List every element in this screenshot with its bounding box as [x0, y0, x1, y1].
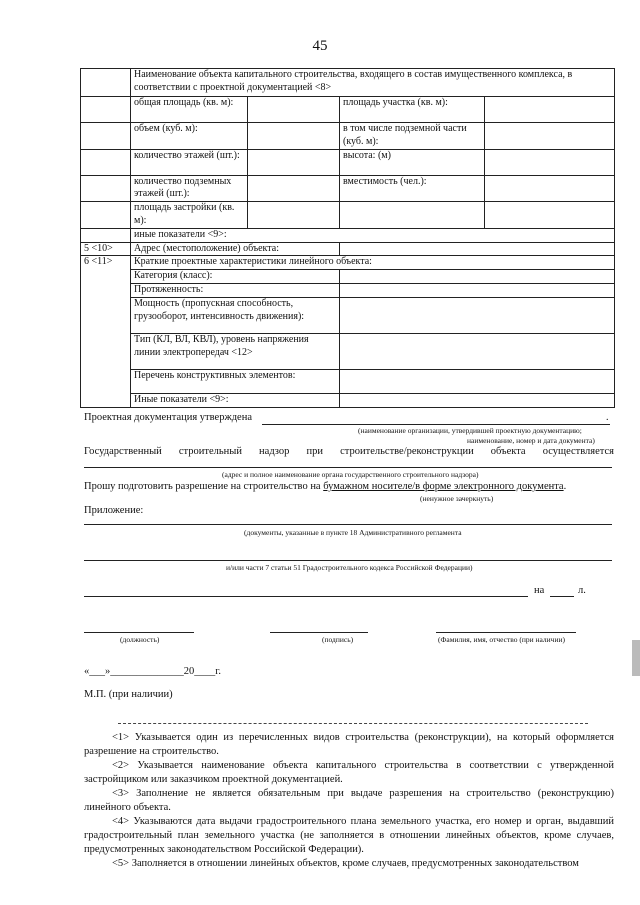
on-label: на [534, 585, 545, 596]
other-indicators-label: иные показатели <9>: [131, 228, 615, 242]
footnote-separator [118, 723, 588, 724]
linear-object-heading: Краткие проектные характеристики линейного объекта: [131, 256, 615, 270]
total-area-label: общая площадь (кв. м): [131, 97, 248, 123]
position-hint: (должность) [120, 635, 160, 644]
build-area-label: площадь застройки (кв. м): [131, 202, 248, 229]
sheets-field[interactable] [550, 596, 574, 597]
approved-field[interactable] [262, 424, 610, 425]
attachment-field-1[interactable] [84, 524, 612, 525]
power-label: Мощность (пропускная способность, грузооборот, интенсивность движения): [131, 297, 340, 333]
stamp-label: М.П. (при наличии) [84, 689, 173, 700]
elements-label: Перечень конструктивных элементов: [131, 369, 340, 393]
sheets-label: л. [578, 585, 586, 596]
format-option[interactable]: бумажном носителе/в форме электронного документа [323, 481, 564, 492]
attachment-label: Приложение: [84, 505, 144, 516]
name-field[interactable] [436, 632, 576, 633]
row-5-number: 5 <10> [81, 242, 131, 256]
footnote-5: <5> Заполняется в отношении линейных объектов, кроме случаев, предусмотренных законодательством [112, 858, 579, 869]
docs-hint: (документы, указанные в пункте 18 Административного регламента [244, 528, 462, 537]
footnote-2: <2> Указывается наименование объекта капитального строительства в соответствии с утвержденной застройщиком или заказчиком проектной документацией. [84, 760, 614, 785]
signature-hint: (подпись) [322, 635, 354, 644]
supervision-field[interactable] [84, 467, 612, 468]
attachment-field-3[interactable] [84, 596, 528, 597]
approved-hint-1: (наименование организации, утвердившей проектную документацию; [358, 426, 582, 435]
attachment-field-2[interactable] [84, 560, 612, 561]
footnote-4: <4> Указываются дата выдачи градостроительного плана земельного участка, его номер и орган, выдавший градостроительный план земельного участка (не заполняется в отношении линейных объектов, кроме случаев, предусмотренных законодательством Российской Федерации). [84, 816, 614, 855]
height-label: высота: (м) [340, 149, 485, 175]
floors-label: количество этажей (шт.): [131, 149, 248, 175]
object-heading: Наименование объекта капитального строительства, входящего в состав имущественного комплекса, в соответствии с проектной документацией <8> [131, 69, 615, 97]
request-text: Прошу подготовить разрешение на строительство на бумажном носителе/в форме электронного документа. [84, 481, 567, 492]
category-label: Категория (класс): [131, 270, 340, 284]
volume-label: объем (куб. м): [131, 123, 248, 150]
request-hint: (ненужное зачеркнуть) [420, 494, 494, 503]
underground-volume-label: в том числе подземной части (куб. м): [340, 123, 485, 150]
line-type-label: Тип (КЛ, ВЛ, КВЛ), уровень напряжения линии электропередач <12> [131, 333, 340, 369]
name-hint: (Фамилия, имя, отчество (при наличии) [438, 635, 565, 644]
docs-hint-2: и/или части 7 статьи 51 Градостроительного кодекса Российской Федерации) [226, 563, 473, 572]
footnote-1: <1> Указывается один из перечисленных видов строительства (реконструкции), на который оформляется разрешение на строительство. [84, 732, 614, 757]
object-characteristics-table [80, 68, 615, 408]
approved-label: Проектная документация утверждена [84, 412, 252, 423]
length-label: Протяженность: [131, 283, 340, 297]
other-indicators-2-label: Иные показатели <9>: [131, 393, 340, 407]
plot-area-label: площадь участка (кв. м): [340, 97, 485, 123]
date-line[interactable]: «___»______________20____г. [84, 666, 221, 677]
position-field[interactable] [84, 632, 194, 633]
page-number: 45 [312, 38, 328, 54]
capacity-label: вместимость (чел.): [340, 175, 485, 202]
footnote-3: <3> Заполнение не является обязательным при выдаче разрешения на строительство (реконструкцию) линейного объекта. [84, 788, 614, 813]
scan-edge-mark [632, 640, 640, 676]
underground-floors-label: количество подземных этажей (шт.): [131, 175, 248, 202]
approved-hint-2: наименование, номер и дата документа) [467, 436, 595, 445]
address-label: Адрес (местоположение) объекта: [131, 242, 340, 256]
supervision-hint: (адрес и полное наименование органа государственного строительного надзора) [222, 470, 479, 479]
row-6-number: 6 <11> [81, 256, 131, 407]
supervision-text: Государственный строительный надзор при строительстве/реконструкции объекта осуществляется [84, 446, 614, 457]
signature-field[interactable] [270, 632, 368, 633]
